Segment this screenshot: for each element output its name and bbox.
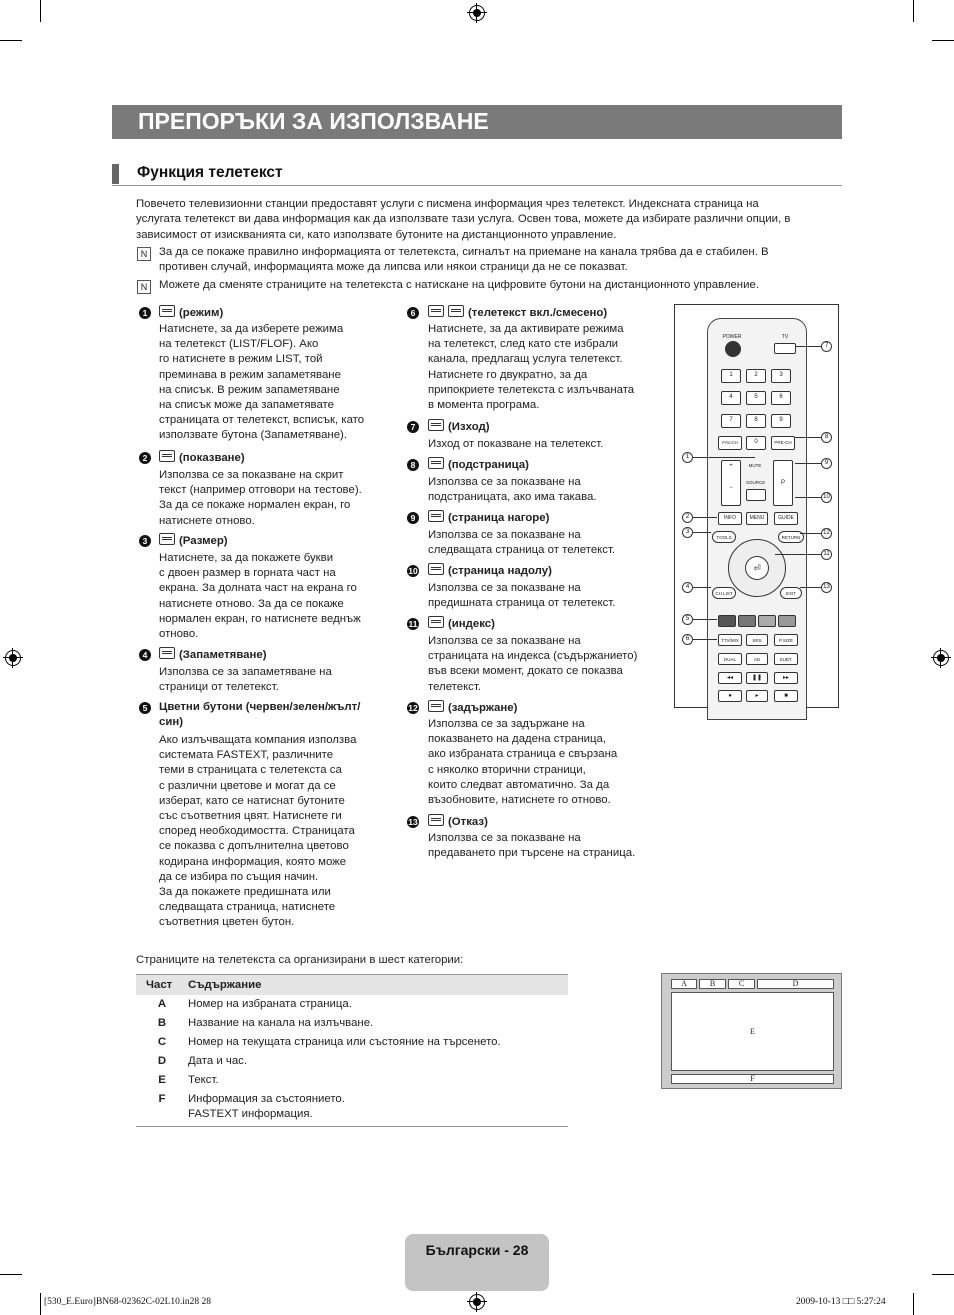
item-heading-text: Цветни бутони (червен/зелен/жълт/: [159, 701, 361, 713]
item-body: [428, 322, 663, 413]
print-slug-left: [530_E.Euro]BN68-02362C-02L10.in28 28: [44, 1297, 212, 1307]
part-key: C: [157, 1036, 167, 1048]
item-heading: [159, 450, 245, 466]
table-header-row: [136, 975, 568, 996]
part-content: Номер на избраната страница.: [188, 998, 352, 1010]
tv-button: [774, 343, 796, 354]
remote-control: [707, 318, 807, 720]
body-line: Натиснете, за да изберете режима: [159, 323, 344, 335]
digit-button: 5: [746, 391, 766, 405]
callout-5: 5: [682, 614, 693, 625]
intro-line: Повечето телевизионни станции предоставят услуги с писмена информация чрез телетекст. Индексната страница на: [136, 198, 759, 210]
diagram-cell-e: E: [671, 992, 834, 1071]
play-icon: ▸: [746, 690, 768, 702]
item-number-7: 7: [407, 421, 419, 433]
callout-1: 1: [682, 452, 693, 463]
registration-mark: [469, 5, 485, 21]
callout-line: [693, 619, 717, 620]
item-number-1: 1: [139, 307, 151, 319]
body-line: преминава в режим запаметяване: [159, 368, 341, 381]
channel-rocker: P: [773, 460, 793, 506]
item-heading-text: син): [159, 716, 184, 728]
callout-line: [795, 437, 821, 438]
body-line: Използва се за показване на: [428, 529, 581, 541]
table-header: Съдържание: [188, 975, 568, 996]
body-line: теми в страницата с телетекста са: [159, 764, 342, 777]
item-heading: [159, 533, 228, 549]
callout-line: [693, 517, 717, 518]
body-line: на списък. В режим запаметяване: [159, 383, 340, 396]
pre-ch-button: PRE-CH: [771, 436, 795, 450]
item-body: [428, 581, 663, 611]
body-line: се показва с допълнителна цветово: [159, 840, 349, 853]
body-line: нормален екран, го натиснете веднъж: [159, 612, 361, 625]
item-heading: [159, 647, 267, 663]
dual-button: DUAL: [718, 653, 742, 665]
crop-mark: [932, 40, 954, 41]
item-heading: [428, 563, 552, 579]
intro-paragraph: [136, 197, 846, 243]
body-line: подстраницата, ако има такава.: [428, 491, 597, 504]
body-line: според необходимостта. Страницата: [159, 825, 355, 838]
teletext-parts-table: [136, 974, 568, 1127]
body-line: системата FASTEXT, различните: [159, 749, 334, 762]
item-heading-text: (Запаметяване): [179, 649, 267, 661]
hold-icon: [428, 700, 444, 712]
crop-mark: [913, 1293, 914, 1315]
body-line: предаването при търсене на страница.: [428, 847, 636, 860]
body-line: страници от телетекст.: [159, 681, 279, 694]
exit-button: EXIT: [780, 587, 802, 599]
body-line: с двоен размер в горната част на: [159, 567, 336, 580]
item-body: [428, 475, 663, 505]
item-heading: [428, 305, 607, 321]
size-icon: [159, 533, 175, 545]
callout-line: [693, 457, 755, 458]
callout-8: 8: [821, 432, 832, 443]
body-line: съответния цветен бутон.: [159, 916, 295, 929]
callout-9: 9: [821, 458, 832, 469]
body-line: отново.: [159, 628, 199, 641]
item-heading-text: (страница надолу): [448, 565, 552, 577]
body-line: следващата страница, натиснете: [159, 901, 336, 914]
note-1: [159, 245, 849, 276]
crop-mark: [0, 40, 22, 41]
teletext-mode-icon: [159, 305, 175, 317]
crop-mark: [0, 1274, 22, 1275]
note-icon: N: [137, 247, 151, 261]
registration-mark: [469, 1294, 485, 1310]
digit-button: 8: [746, 414, 766, 428]
diagram-cell-a: A: [671, 979, 697, 989]
body-line: кодирана информация, която може: [159, 855, 347, 868]
guide-button: GUIDE: [774, 512, 798, 525]
table-row: [136, 1014, 568, 1033]
item-body: [159, 733, 389, 931]
part-key: E: [158, 1074, 166, 1086]
body-line: на телетекст (LIST/FLOF). Ако: [159, 338, 319, 351]
crop-mark: [932, 1274, 954, 1275]
yellow-button: [758, 615, 776, 627]
mix-icon: [448, 305, 464, 317]
callout-line: [693, 532, 711, 533]
note-2: [159, 278, 849, 293]
part-content: [188, 1090, 568, 1127]
reveal-icon: [159, 450, 175, 462]
note-line: За да се покаже правилно информацията от телетекста, сигналът на приемане на канала трябва да е стабилен. В: [159, 246, 769, 258]
rewind-icon: ◂◂: [718, 672, 742, 684]
digit-button: 6: [771, 391, 791, 405]
diagram-cell-d: D: [757, 979, 834, 989]
source-label: SOURCE: [746, 480, 766, 485]
item-heading-text: (показване): [179, 452, 245, 464]
p-size-button: P.SIZE: [774, 634, 798, 646]
body-line: на телетекст, след като сте избрали: [428, 338, 619, 351]
body-line: натиснете отново. За да се покаже: [159, 597, 344, 610]
part-key: F: [136, 1090, 188, 1127]
item-heading: [428, 700, 517, 716]
callout-7: 7: [821, 341, 832, 352]
part-key: D: [157, 1055, 167, 1067]
volume-rocker: + −: [721, 460, 741, 506]
item-heading: [159, 305, 223, 321]
digit-button: 7: [721, 414, 741, 428]
body-line: с няколко вторични страници,: [428, 763, 586, 776]
item-body: [428, 634, 663, 695]
tv-label: TV: [781, 334, 789, 340]
info-button: INFO: [718, 512, 742, 525]
body-line: да се избира по същия начин.: [159, 870, 319, 883]
digit-button: 9: [771, 414, 791, 428]
item-body: [428, 717, 663, 808]
crop-mark: [40, 1293, 41, 1315]
item-heading: [428, 510, 549, 526]
body-line: Използва се за показване на скрит: [159, 469, 344, 481]
table-header: Част: [136, 975, 188, 996]
diagram-cell-f: F: [671, 1074, 834, 1084]
table-row: [136, 1052, 568, 1071]
callout-6: 6: [682, 634, 693, 645]
registration-mark: [933, 650, 949, 666]
page-up-icon: [428, 510, 444, 522]
part-content-line: Информация за състоянието.: [188, 1093, 345, 1105]
body-line: страницата на индекса (съдържанието): [428, 650, 638, 663]
callout-10: 10: [821, 492, 832, 503]
item-number-12: 12: [408, 703, 418, 713]
body-line: предишната страница от телетекст.: [428, 597, 616, 610]
pause-icon: ❚❚: [746, 672, 768, 684]
section-title: Функция телетекст: [137, 164, 283, 181]
callout-2: 2: [682, 512, 693, 523]
item-heading-text: (Изход): [448, 421, 490, 433]
digit-button: 0: [746, 436, 766, 450]
categories-intro: Страниците на телетекста са организирани в шест категории:: [136, 954, 464, 966]
part-content: Дата и час.: [188, 1055, 248, 1067]
item-heading-text: (режим): [179, 307, 224, 319]
sub-page-icon: [428, 457, 444, 469]
tools-button: TOOLS: [712, 531, 736, 543]
callout-line: [795, 463, 821, 464]
body-line: Използва се за показване на: [428, 635, 581, 647]
item-heading: [428, 457, 529, 473]
item-heading-text: (телетекст вкл./смесено): [468, 307, 608, 319]
item-heading: [428, 814, 488, 830]
part-key: A: [157, 998, 167, 1010]
digit-button: 2: [746, 369, 766, 383]
body-line: го натиснете в режим LIST, той: [159, 353, 323, 366]
digit-button: 3: [771, 369, 791, 383]
callout-line: [693, 587, 711, 588]
note-icon: N: [137, 280, 151, 294]
item-number-2: 2: [139, 452, 151, 464]
ad-button: AD: [746, 653, 768, 665]
item-number-10: 10: [408, 566, 418, 576]
section-marker: [112, 164, 119, 184]
page-number-tab: [405, 1234, 549, 1291]
print-slug-right: 2009-10-13 □□ 5:27:24: [796, 1297, 886, 1307]
store-icon: [159, 647, 175, 659]
return-button: RETURN: [778, 531, 804, 543]
part-content: Номер на текущата страница или състояние на търсенето.: [188, 1036, 501, 1048]
body-line: със съответния цвят. Натиснете ги: [159, 810, 342, 823]
body-line: Изход от показване на телетекст.: [428, 438, 604, 450]
blue-button: [778, 615, 796, 627]
item-heading: [159, 700, 389, 730]
teletext-on-icon: [428, 305, 444, 317]
item-heading: [428, 419, 490, 435]
body-line: Натиснете го двукратно, за да: [428, 368, 588, 381]
part-content: Текст.: [188, 1074, 219, 1086]
body-line: За да се покаже нормален екран, го: [159, 499, 351, 512]
source-button: [746, 489, 766, 501]
exit-icon: [428, 419, 444, 431]
part-content-line: FASTEXT информация.: [188, 1108, 313, 1120]
item-heading-text: (задържане): [448, 702, 518, 714]
body-line: Използва се за показване на: [428, 476, 581, 488]
menu-button: MENU: [746, 512, 768, 525]
page-title: ПРЕПОРЪКИ ЗА ИЗПОЛЗВАНЕ: [138, 108, 489, 134]
item-body: [428, 437, 663, 452]
table-row: [136, 1071, 568, 1090]
page-title-bar: [112, 105, 842, 139]
item-number-3: 3: [139, 535, 151, 547]
part-content: Название на канала на излъчване.: [188, 1017, 374, 1029]
index-icon: [428, 616, 444, 628]
callout-4: 4: [682, 582, 693, 593]
callout-13: 13: [821, 582, 832, 593]
body-line: натиснете отново.: [159, 514, 255, 527]
callout-line: [775, 554, 821, 555]
power-icon: [725, 341, 741, 357]
body-line: Използва се за показване на: [428, 582, 581, 594]
intro-line: зависимост от изискванията си, като използвате бутоните на дистанционното управление.: [136, 228, 617, 241]
callout-line: [800, 533, 821, 534]
fav-ch-button: FAV.CH: [718, 436, 742, 450]
body-line: Използва се за показване на: [428, 832, 581, 844]
intro-line: услугата телетекст ви дава информация как да използвате тази услуга. Освен това, можете да избирате различни опции, в: [136, 213, 791, 226]
item-number-13: 13: [408, 817, 418, 827]
diagram-cell-b: B: [699, 979, 726, 989]
power-label: POWER: [722, 334, 742, 340]
enter-button: ⏎: [745, 556, 769, 580]
callout-line: [800, 587, 821, 588]
item-heading-text: (страница нагоре): [448, 512, 550, 524]
body-line: Използва се за запаметяване на: [159, 666, 332, 678]
table-row: [136, 995, 568, 1014]
section-divider: [112, 185, 842, 186]
body-line: ако избраната страница е свързана: [428, 748, 618, 761]
item-heading-text: (индекс): [448, 618, 495, 630]
callout-11: 11: [821, 549, 832, 560]
body-line: Използва се за задържане на: [428, 718, 585, 730]
mute-label: MUTE: [748, 463, 762, 468]
body-line: използвате бутона (Запаметяване).: [159, 429, 348, 442]
item-number-6: 6: [407, 307, 419, 319]
item-body: [428, 528, 663, 558]
item-body: [159, 551, 389, 642]
stop-icon: ■: [774, 690, 798, 702]
item-heading: [428, 616, 495, 632]
teletext-layout-diagram: [661, 973, 842, 1089]
item-body: [159, 468, 389, 529]
item-body: [159, 322, 389, 444]
callout-line: [795, 346, 821, 347]
item-number-5: 5: [139, 702, 151, 714]
body-line: припокриете телетекста с излъчваната: [428, 383, 635, 396]
body-line: телетекст.: [428, 680, 481, 693]
body-line: текст (например отговори на тестове).: [159, 484, 362, 497]
subt-button: SUBT.: [774, 653, 798, 665]
item-number-4: 4: [139, 649, 151, 661]
item-heading-text: (Отказ): [448, 816, 488, 828]
body-line: възобновите, натиснете го отново.: [428, 794, 611, 807]
body-line: Ако излъчващата компания използва: [159, 734, 357, 746]
note-line: Можете да сменяте страниците на телетекста с натискане на цифровите бутони на дистанционното управление.: [159, 279, 759, 291]
callout-line: [795, 497, 821, 498]
body-line: екрана. За долната част на екрана го: [159, 582, 357, 595]
cancel-icon: [428, 814, 444, 826]
body-line: с различни цветове и могат да се: [159, 779, 336, 792]
callout-3: 3: [682, 527, 693, 538]
crop-mark: [913, 0, 914, 22]
body-line: в момента програма.: [428, 399, 540, 412]
page-number: Български - 28: [425, 1242, 529, 1258]
fast-forward-icon: ▸▸: [774, 672, 798, 684]
body-line: За да покажете предишната или: [159, 886, 331, 899]
note-line: противен случай, информацията може да липсва или някои страници да не се показват.: [159, 261, 628, 274]
diagram-cell-c: C: [728, 979, 755, 989]
record-icon: ●: [718, 690, 742, 702]
item-body: [159, 665, 389, 695]
table-row: [136, 1033, 568, 1052]
body-line: страницата от телетекст, вспиcък, като: [159, 414, 365, 427]
page-down-icon: [428, 563, 444, 575]
digit-button: 4: [721, 391, 741, 405]
body-line: във всеки момент, докато се показва: [428, 665, 623, 678]
body-line: канала, предлагащ услуга телетекст.: [428, 353, 623, 366]
table-row: [136, 1090, 568, 1127]
item-number-8: 8: [407, 459, 419, 471]
registration-mark: [5, 650, 21, 666]
green-button: [738, 615, 756, 627]
ttx-mix-button: TTX/MIX: [718, 634, 742, 646]
srs-button: SRS: [746, 634, 768, 646]
red-button: [718, 615, 736, 627]
body-line: показването на дадена страница,: [428, 733, 607, 746]
part-key: B: [157, 1017, 167, 1029]
content-button: CH LIST: [712, 587, 736, 599]
body-line: изберат, като се натиснат бутоните: [159, 794, 345, 807]
item-number-11: 11: [408, 619, 418, 629]
body-line: Натиснете, за да активирате режима: [428, 323, 624, 335]
item-body: [428, 831, 663, 861]
digit-button: 1: [721, 369, 741, 383]
body-line: на списък може да запаметявате: [159, 399, 334, 412]
item-heading-text: (подстраница): [448, 459, 529, 471]
callout-line: [693, 639, 717, 640]
item-number-9: 9: [407, 512, 419, 524]
callout-12: 12: [821, 528, 832, 539]
crop-mark: [40, 0, 41, 22]
item-heading-text: (Размер): [179, 535, 228, 547]
body-line: които следват автоматично. За да: [428, 778, 610, 791]
body-line: Натиснете, за да покажете букви: [159, 552, 334, 564]
body-line: следващата страница от телетекст.: [428, 544, 616, 557]
